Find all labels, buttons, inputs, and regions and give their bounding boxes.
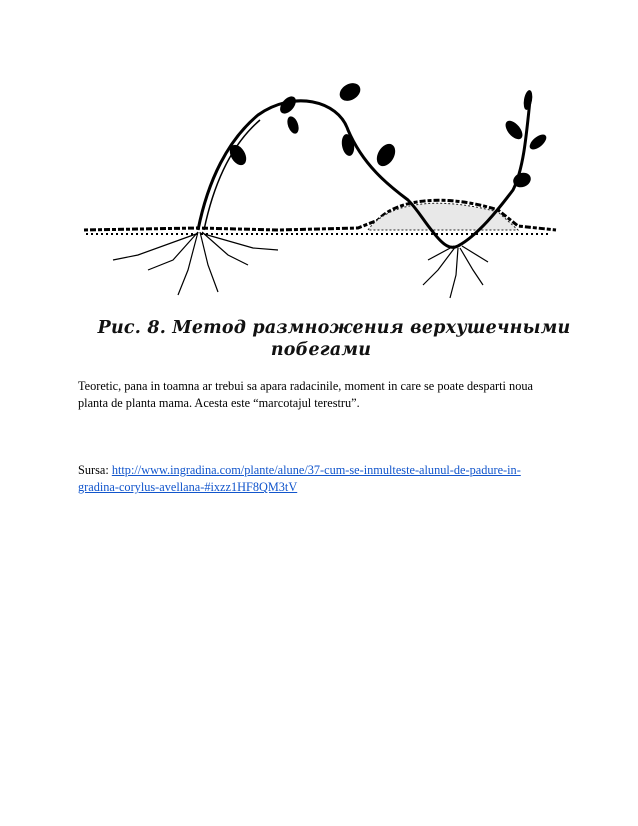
- paragraph-line-1: Teoretic, pana in toamna ar trebui sa apara radacinile, moment in care se poate desparti noua: [78, 379, 533, 393]
- figure-caption-line-2: побегами: [270, 340, 372, 360]
- figure-caption-line-1: Рис. 8. Метод размножения верхушечными: [97, 318, 571, 338]
- paragraph-line-2: planta de planta mama. Acesta este “marcotajul terestru”.: [78, 396, 360, 410]
- source-citation: [78, 462, 558, 496]
- plant-layering-illustration: [78, 70, 564, 302]
- source-label: Sursa:: [78, 463, 112, 477]
- source-link[interactable]: http://www.ingradina.com/plante/alune/37-cum-se-inmulteste-alunul-de-padure-in-: [111, 463, 521, 477]
- source-link-continued[interactable]: gradina-corylus-avellana-#ixzz1HF8QM3tV: [78, 480, 298, 494]
- body-paragraph: [78, 378, 558, 412]
